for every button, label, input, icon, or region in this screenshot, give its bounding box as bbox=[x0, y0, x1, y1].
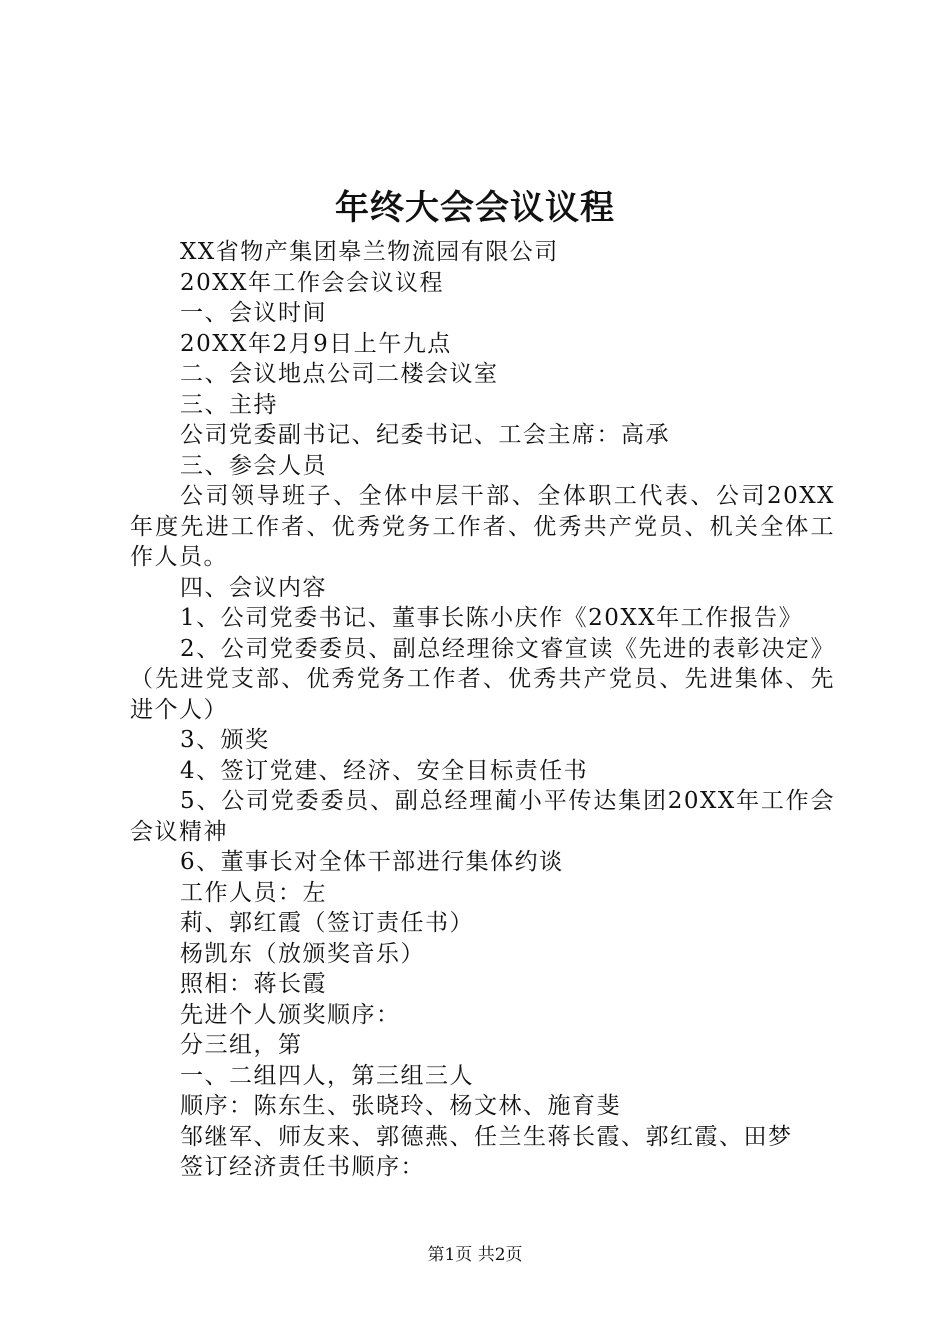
paragraph: 工作人员：左 bbox=[180, 879, 327, 906]
paragraph: 邹继军、师友来、郭德燕、任兰生蒋长霞、郭红霞、田梦 bbox=[180, 1123, 793, 1150]
paragraph: XX省物产集团皋兰物流园有限公司 bbox=[180, 239, 559, 265]
paragraph: 分三组，第 bbox=[180, 1032, 303, 1058]
paragraph: 5、公司党委委员、副总经理蔺小平传达集团20XX年工作会会议精神 bbox=[130, 788, 835, 845]
page-number-footer: 第1页 共2页 bbox=[427, 1245, 523, 1265]
paragraph: 先进个人颁奖顺序： bbox=[180, 1001, 401, 1028]
paragraph: 公司领导班子、全体中层干部、全体职工代表、公司20XX年度先进工作者、优秀党务工作者、优秀共产党员、机关全体工作人员。 bbox=[130, 483, 835, 570]
paragraph: 公司党委副书记、纪委书记、工会主席：高承 bbox=[180, 422, 670, 448]
paragraph: 4、签订党建、经济、安全目标责任书 bbox=[180, 757, 589, 784]
paragraph: 2、公司党委委员、副总经理徐文睿宣读《先进的表彰决定》（先进党支部、优秀党务工作者、优秀共产党员、先进集体、先进个人） bbox=[130, 635, 835, 723]
document-title: 年终大会会议议程 bbox=[335, 188, 615, 228]
paragraph: 莉、郭红霞（签订责任书） bbox=[180, 910, 474, 936]
paragraph: 二、会议地点公司二楼会议室 bbox=[180, 361, 499, 387]
paragraph: 照相：蒋长霞 bbox=[180, 971, 327, 997]
paragraph: 顺序：陈东生、张晓玲、杨文林、施育斐 bbox=[180, 1093, 621, 1119]
document-body bbox=[130, 237, 835, 1183]
paragraph: 20XX年2月9日上午九点 bbox=[180, 330, 452, 357]
paragraph: 1、公司党委书记、董事长陈小庆作《20XX年工作报告》 bbox=[180, 605, 804, 631]
paragraph: 20XX年工作会会议议程 bbox=[180, 269, 445, 296]
paragraph: 四、会议内容 bbox=[180, 574, 327, 601]
paragraph: 杨凯东（放颁奖音乐） bbox=[180, 940, 425, 967]
paragraph: 3、颁奖 bbox=[180, 727, 270, 753]
paragraph: 一、二组四人，第三组三人 bbox=[180, 1062, 474, 1089]
paragraph: 三、主持 bbox=[180, 391, 278, 418]
paragraph: 签订经济责任书顺序： bbox=[180, 1154, 425, 1180]
paragraph: 三、参会人员 bbox=[180, 452, 327, 479]
paragraph: 6、董事长对全体干部进行集体约谈 bbox=[180, 849, 564, 875]
paragraph: 一、会议时间 bbox=[180, 300, 327, 326]
